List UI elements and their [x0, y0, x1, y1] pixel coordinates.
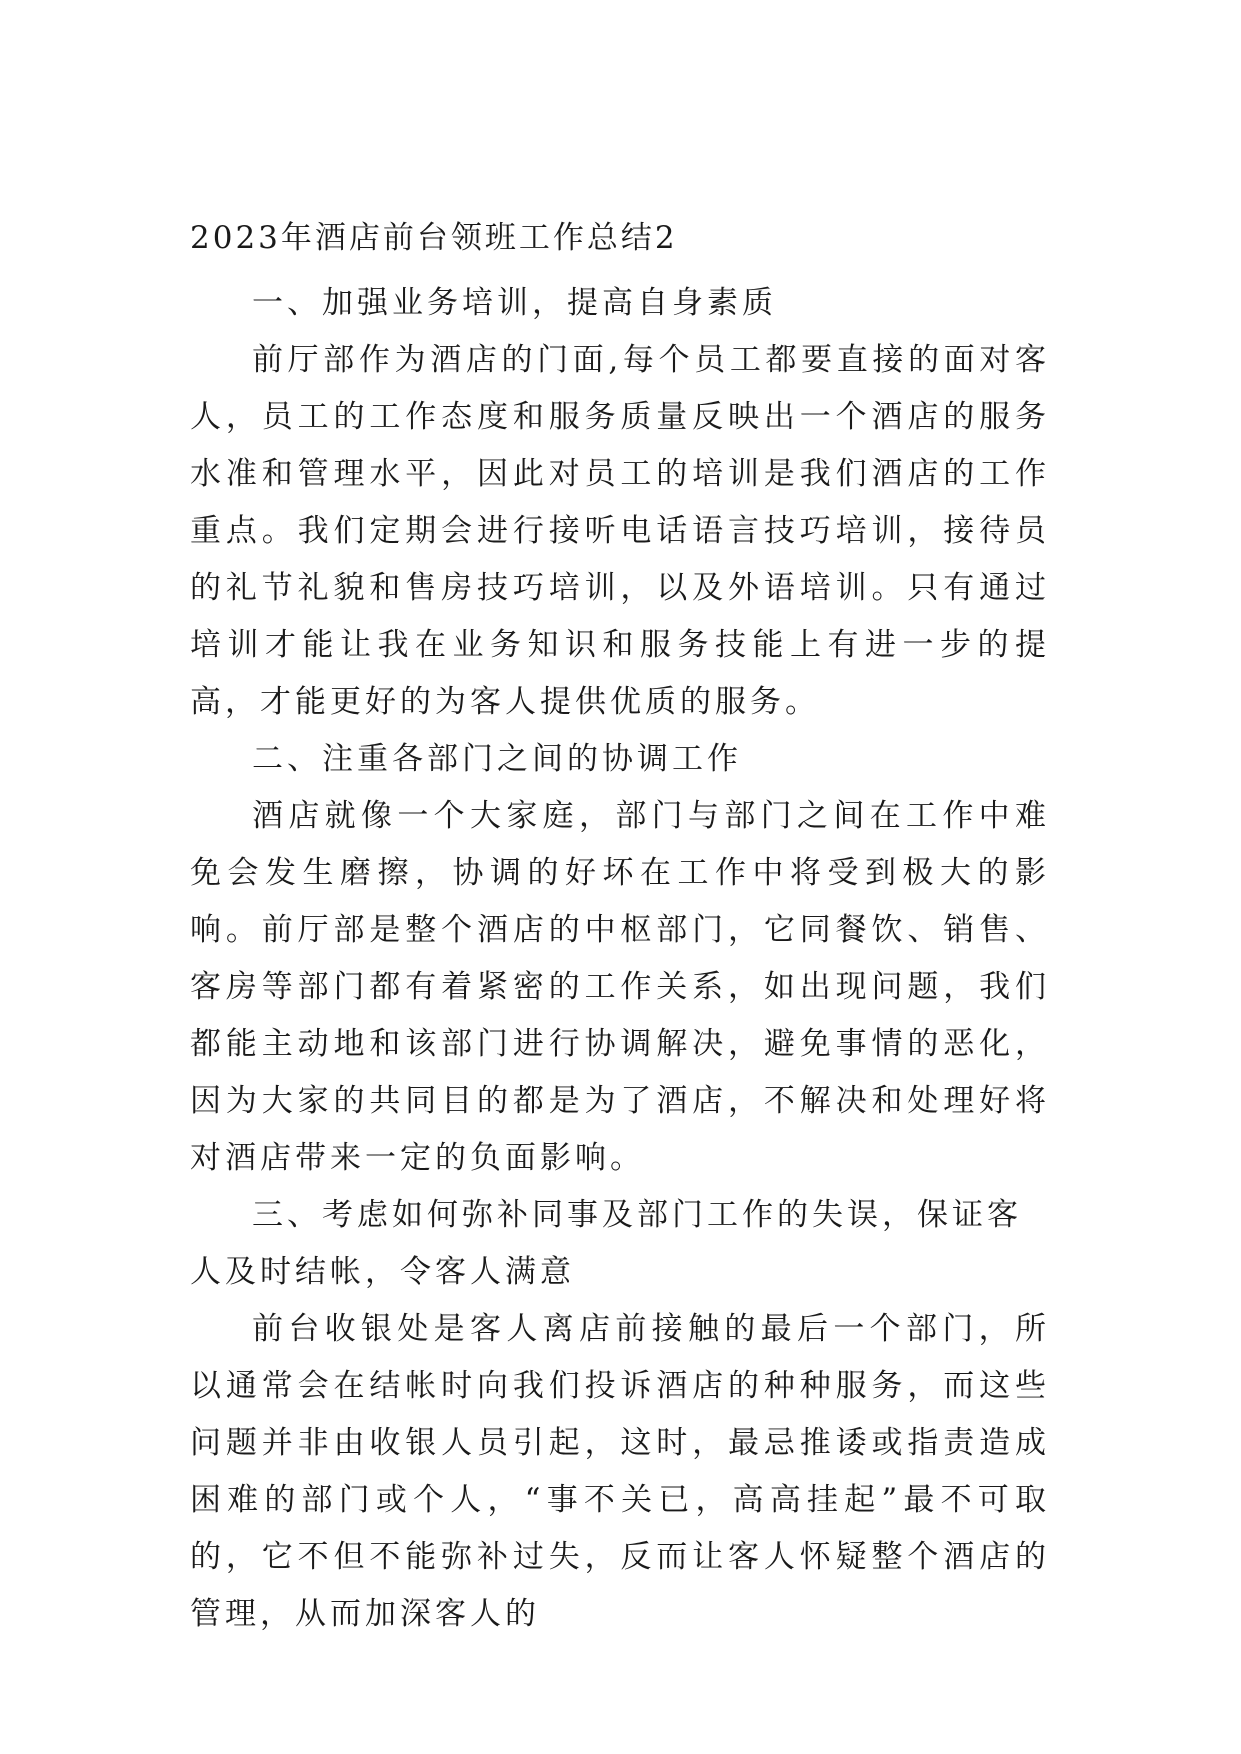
section-1-heading: 一、加强业务培训，提高自身素质 — [252, 285, 777, 321]
section-1-paragraph: 前厅部作为酒店的门面,每个员工都要直接的面对客人，员工的工作态度和服务质量反映出一个酒店的服务水准和管理水平，因此对员工的培训是我们酒店的工作重点。我们定期会进行接听电话语言技巧培训，接待员的礼节礼貌和售房技巧培训，以及外语培训。只有通过培训才能让我在业务知识和服务技能上有进一步的提高，才能更好的为客人提供优质的服务。 — [190, 342, 1050, 720]
section-3-heading: 三、考虑如何弥补同事及部门工作的失误，保证客人及时结帐，令客人满意 — [190, 1197, 1022, 1290]
section-2-paragraph: 酒店就像一个大家庭，部门与部门之间在工作中难免会发生磨擦，协调的好坏在工作中将受到极大的影响。前厅部是整个酒店的中枢部门，它同餐饮、销售、客房等部门都有着紧密的工作关系，如出现问题，我们都能主动地和该部门进行协调解决，避免事情的恶化，因为大家的共同目的都是为了酒店，不解决和处理好将对酒店带来一定的负面影响。 — [190, 798, 1050, 1176]
section-3-paragraph: 前台收银处是客人离店前接触的最后一个部门，所以通常会在结帐时向我们投诉酒店的种种服务，而这些问题并非由收银人员引起，这时，最忌推诿或指责造成困难的部门或个人，“事不关已，高高挂起”最不可取的，它不但不能弥补过失，反而让客人怀疑整个酒店的管理，从而加深客人的 — [190, 1311, 1050, 1632]
document-body — [190, 210, 1050, 1643]
document-title: 2023年酒店前台领班工作总结2 — [190, 220, 678, 256]
section-2-heading: 二、注重各部门之间的协调工作 — [252, 741, 742, 777]
